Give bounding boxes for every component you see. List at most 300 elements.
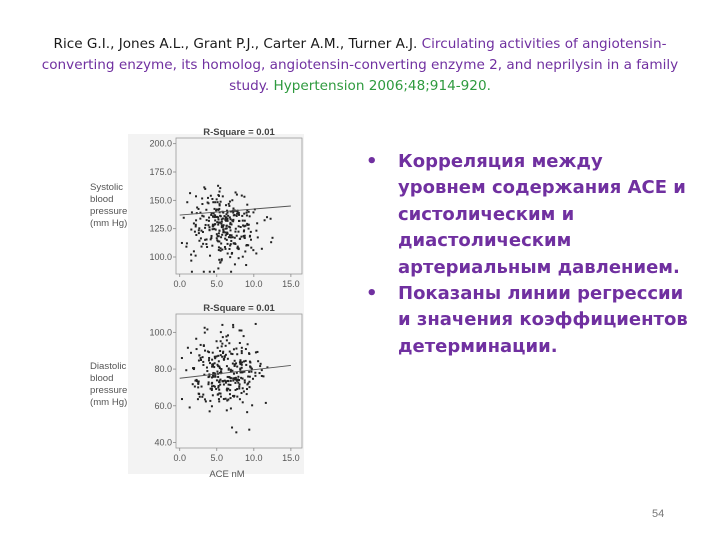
scatter-point: [181, 242, 183, 244]
scatter-point: [248, 429, 250, 431]
scatter-point: [206, 219, 208, 221]
scatter-point: [250, 247, 252, 249]
scatter-point: [233, 348, 235, 350]
scatter-point: [181, 357, 183, 359]
scatter-point: [217, 376, 219, 378]
scatter-point: [236, 396, 238, 398]
scatter-point: [220, 236, 222, 238]
scatter-point: [234, 237, 236, 239]
page-number: 54: [652, 508, 665, 520]
scatter-point: [239, 383, 241, 385]
scatter-point: [243, 225, 245, 227]
scatter-point: [206, 328, 208, 330]
scatter-point: [218, 249, 220, 251]
scatter-point: [217, 185, 219, 187]
rsq-label: R-Square = 0.01: [203, 303, 275, 314]
scatter-point: [197, 398, 199, 400]
scatter-point: [208, 217, 210, 219]
scatter-point: [229, 226, 231, 228]
scatter-point: [265, 402, 267, 404]
scatter-point: [212, 225, 214, 227]
scatter-point: [211, 245, 213, 247]
scatter-point: [243, 196, 245, 198]
scatter-point: [216, 198, 218, 200]
scatter-point: [186, 242, 188, 244]
scatter-point: [238, 220, 240, 222]
scatter-point: [240, 330, 242, 332]
scatter-point: [208, 376, 210, 378]
scatter-point: [206, 370, 208, 372]
scatter-point: [232, 212, 234, 214]
scatter-point: [197, 386, 199, 388]
scatter-point: [236, 366, 238, 368]
scatter-point: [214, 357, 216, 359]
scatter-point: [208, 220, 210, 222]
scatter-point: [241, 392, 243, 394]
scatter-point: [226, 400, 228, 402]
scatter-point: [203, 186, 205, 188]
scatter-point: [224, 355, 226, 357]
scatter-point: [228, 376, 230, 378]
scatter-point: [249, 236, 251, 238]
scatter-point: [249, 215, 251, 217]
scatter-point: [234, 263, 236, 265]
citation-journal: Hypertension 2006;48;914-920.: [273, 78, 491, 94]
scatter-point: [227, 388, 229, 390]
scatter-point: [202, 356, 204, 358]
scatter-point: [191, 271, 193, 273]
scatter-point: [211, 366, 213, 368]
scatter-point: [246, 393, 248, 395]
scatter-point: [232, 363, 234, 365]
scatter-point: [201, 396, 203, 398]
bullet-item: [364, 149, 694, 281]
scatter-point: [250, 231, 252, 233]
scatter-point: [216, 221, 218, 223]
scatter-point: [238, 225, 240, 227]
scatter-point: [228, 236, 230, 238]
scatter-point: [211, 385, 213, 387]
scatter-point: [248, 228, 250, 230]
citation-header: [30, 34, 690, 97]
scatter-point: [230, 271, 232, 273]
scatter-point: [229, 389, 231, 391]
x-tick-label: 10.0: [245, 453, 263, 463]
scatter-point: [202, 364, 204, 366]
scatter-point: [225, 213, 227, 215]
scatter-point: [248, 381, 250, 383]
scatter-point: [200, 359, 202, 361]
scatter-point: [222, 195, 224, 197]
scatter-point: [230, 243, 232, 245]
bullet-text: Показаны линии регрессии и значения коэффициентов детерминации.: [398, 283, 688, 357]
scatter-point: [228, 369, 230, 371]
scatter-point: [232, 380, 234, 382]
scatter-point: [209, 400, 211, 402]
scatter-point: [220, 250, 222, 252]
scatter-point: [242, 256, 244, 258]
scatter-point: [242, 387, 244, 389]
y-tick-label: 100.0: [149, 327, 172, 338]
x-tick-label: 15.0: [282, 453, 300, 463]
scatter-point: [230, 240, 232, 242]
scatter-point: [230, 407, 232, 409]
scatter-point: [239, 329, 241, 331]
scatter-point: [230, 236, 232, 238]
scatter-point: [207, 197, 209, 199]
scatter-point: [203, 345, 205, 347]
scatter-point: [245, 360, 247, 362]
scatter-point: [270, 218, 272, 220]
scatter-point: [227, 220, 229, 222]
scatter-point: [195, 225, 197, 227]
scatter-point: [230, 229, 232, 231]
scatter-point: [232, 377, 234, 379]
scatter-point: [201, 386, 203, 388]
scatter-point: [231, 234, 233, 236]
scatter-point: [271, 237, 273, 239]
scatter-point: [210, 214, 212, 216]
scatter-point: [214, 362, 216, 364]
bullet-item: [364, 281, 694, 360]
scatter-point: [227, 243, 229, 245]
scatter-point: [224, 246, 226, 248]
scatter-point: [228, 203, 230, 205]
scatter-point: [257, 236, 259, 238]
scatter-point: [235, 191, 237, 193]
scatter-point: [239, 342, 241, 344]
scatter-point: [222, 228, 224, 230]
scatter-point: [257, 360, 259, 362]
scatter-point: [228, 248, 230, 250]
bullet-list: [364, 149, 694, 360]
scatter-point: [232, 326, 234, 328]
y-tick-label: 40.0: [154, 437, 172, 448]
scatter-point: [197, 383, 199, 385]
scatter-point: [232, 324, 234, 326]
scatter-point: [232, 208, 234, 210]
scatter-point: [217, 224, 219, 226]
scatter-point: [219, 191, 221, 193]
scatter-point: [242, 378, 244, 380]
scatter-point: [237, 231, 239, 233]
scatter-point: [220, 340, 222, 342]
scatter-point: [210, 195, 212, 197]
scatter-point: [264, 219, 266, 221]
scatter-point: [237, 376, 239, 378]
scatter-point: [221, 249, 223, 251]
scatter-point: [227, 252, 229, 254]
scatter-point: [250, 371, 252, 373]
scatter-point: [185, 369, 187, 371]
scatter-point: [205, 224, 207, 226]
scatter-point: [238, 257, 240, 259]
scatter-point: [209, 410, 211, 412]
scatter-point: [198, 227, 200, 229]
scatter-point: [221, 324, 223, 326]
scatter-point: [214, 376, 216, 378]
scatter-point: [218, 240, 220, 242]
scatter-point: [195, 195, 197, 197]
scatter-point: [202, 231, 204, 233]
scatter-point: [221, 234, 223, 236]
scatter-point: [256, 222, 258, 224]
scatter-point: [243, 213, 245, 215]
scatter-point: [203, 215, 205, 217]
scatter-point: [222, 336, 224, 338]
scatter-point: [233, 373, 235, 375]
y-tick-label: 175.0: [149, 167, 172, 177]
scatter-point: [220, 223, 222, 225]
scatter-point: [210, 237, 212, 239]
scatter-point: [199, 218, 201, 220]
scatter-point: [210, 388, 212, 390]
scatter-point: [229, 222, 231, 224]
scatter-point: [213, 366, 215, 368]
scatter-point: [190, 254, 192, 256]
scatter-point: [240, 236, 242, 238]
scatter-point: [249, 361, 251, 363]
scatter-point: [225, 345, 227, 347]
scatter-point: [229, 201, 231, 203]
scatter-point: [194, 231, 196, 233]
scatter-point: [220, 396, 222, 398]
scatter-point: [238, 388, 240, 390]
scatter-point: [211, 359, 213, 361]
scatter-point: [217, 347, 219, 349]
scatter-point: [214, 216, 216, 218]
scatter-point: [199, 396, 201, 398]
scatter-point: [266, 216, 268, 218]
scatter-point: [236, 379, 238, 381]
scatter-point: [230, 369, 232, 371]
scatter-point: [229, 256, 231, 258]
scatter-point: [205, 400, 207, 402]
scatter-point: [234, 365, 236, 367]
scatter-point: [216, 340, 218, 342]
scatter-point: [216, 364, 218, 366]
scatter-point: [223, 224, 225, 226]
x-tick-label: 0.0: [173, 453, 186, 463]
scatter-point: [240, 226, 242, 228]
scatter-point: [190, 229, 192, 231]
scatter-point: [220, 261, 222, 263]
scatter-point: [198, 393, 200, 395]
scatter-figure: [72, 124, 322, 482]
scatter-point: [214, 208, 216, 210]
scatter-point: [232, 236, 234, 238]
scatter-point: [212, 352, 214, 354]
scatter-point: [207, 383, 209, 385]
scatter-point: [204, 239, 206, 241]
scatter-point: [223, 215, 225, 217]
scatter-point: [247, 343, 249, 345]
scatter-point: [261, 375, 263, 377]
scatter-point: [219, 187, 221, 189]
x-tick-label: 5.0: [210, 279, 224, 289]
scatter-point: [230, 218, 232, 220]
scatter-point: [229, 393, 231, 395]
scatter-point: [219, 381, 221, 383]
scatter-point: [211, 382, 213, 384]
scatter-point: [236, 194, 238, 196]
scatter-point: [226, 365, 228, 367]
scatter-point: [195, 234, 197, 236]
scatter-point: [205, 243, 207, 245]
scatter-point: [216, 379, 218, 381]
scatter-point: [225, 216, 227, 218]
bullet-dot-icon: •: [366, 151, 378, 172]
scatter-point: [259, 365, 261, 367]
scatter-point: [248, 371, 250, 373]
scatter-point: [204, 398, 206, 400]
scatter-point: [259, 372, 261, 374]
scatter-point: [229, 384, 231, 386]
scatter-point: [225, 335, 227, 337]
scatter-point: [228, 342, 230, 344]
citation-authors: Rice G.I., Jones A.L., Grant P.J., Carter A.M., Turner A.J.: [53, 36, 418, 52]
scatter-point: [226, 212, 228, 214]
scatter-point: [244, 220, 246, 222]
scatter-point: [216, 233, 218, 235]
scatter-point: [249, 386, 251, 388]
scatter-point: [223, 359, 225, 361]
scatter-point: [205, 209, 207, 211]
scatter-point: [194, 380, 196, 382]
scatter-point: [181, 398, 183, 400]
scatter-point: [249, 376, 251, 378]
scatter-point: [239, 238, 241, 240]
scatter-point: [234, 382, 236, 384]
scatter-point: [220, 369, 222, 371]
scatter-point: [204, 350, 206, 352]
scatter-point: [239, 398, 241, 400]
scatter-point: [220, 201, 222, 203]
scatter-point: [244, 381, 246, 383]
x-tick-label: 15.0: [282, 279, 300, 289]
scatter-point: [218, 398, 220, 400]
scatter-point: [245, 364, 247, 366]
scatter-point: [216, 237, 218, 239]
scatter-point: [221, 343, 223, 345]
scatter-point: [189, 406, 191, 408]
scatter-point: [198, 229, 200, 231]
scatter-point: [226, 239, 228, 241]
scatter-point: [217, 194, 219, 196]
scatter-point: [208, 229, 210, 231]
scatter-point: [195, 219, 197, 221]
scatter-point: [247, 376, 249, 378]
scatter-point: [223, 398, 225, 400]
scatter-point: [245, 264, 247, 266]
scatter-point: [207, 224, 209, 226]
scatter-point: [204, 227, 206, 229]
scatter-point: [246, 204, 248, 206]
scatter-point: [200, 357, 202, 359]
scatter-point: [216, 208, 218, 210]
scatter-point: [208, 357, 210, 359]
scatter-point: [213, 213, 215, 215]
scatter-point: [195, 255, 197, 257]
scatter-point: [236, 215, 238, 217]
scatter-point: [241, 215, 243, 217]
y-tick-label: 60.0: [154, 400, 172, 411]
scatter-point: [207, 350, 209, 352]
scatter-point: [193, 222, 195, 224]
y-tick-label: 200.0: [149, 138, 172, 149]
scatter-point: [218, 230, 220, 232]
scatter-point: [208, 226, 210, 228]
scatter-point: [243, 335, 245, 337]
scatter-point: [250, 239, 252, 241]
scatter-point: [190, 260, 192, 262]
scatter-point: [198, 360, 200, 362]
scatter-point: [229, 351, 231, 353]
scatter-point: [218, 400, 220, 402]
scatter-point: [241, 347, 243, 349]
scatter-point: [218, 232, 220, 234]
scatter-point: [229, 216, 231, 218]
y-tick-label: 125.0: [149, 223, 172, 234]
scatter-point: [219, 350, 221, 352]
scatter-point: [241, 195, 243, 197]
plot-frame: [176, 138, 302, 274]
scatter-point: [231, 253, 233, 255]
scatter-point: [248, 353, 250, 355]
scatter-point: [198, 240, 200, 242]
regression-line: [180, 365, 291, 378]
scatter-point: [217, 235, 219, 237]
scatter-point: [224, 248, 226, 250]
scatter-point: [201, 197, 203, 199]
scatter-point: [206, 246, 208, 248]
x-axis-label: ACE nM: [209, 469, 245, 480]
x-tick-label: 5.0: [210, 453, 224, 463]
scatter-point: [234, 231, 236, 233]
scatter-point: [211, 364, 213, 366]
scatter-point: [212, 228, 214, 230]
scatter-point: [222, 380, 224, 382]
diastolic-ylabel: Diastolic blood pressure (mm Hg): [90, 361, 128, 408]
scatter-point: [223, 384, 225, 386]
scatter-point: [226, 232, 228, 234]
scatter-point: [215, 388, 217, 390]
scatter-point: [212, 201, 214, 203]
scatter-point: [217, 218, 219, 220]
scatter-point: [241, 350, 243, 352]
scatter-point: [243, 390, 245, 392]
y-tick-label: 80.0: [154, 364, 172, 375]
scatter-point: [236, 353, 238, 355]
scatter-point: [235, 431, 237, 433]
scatter-point: [227, 358, 229, 360]
scatter-point: [226, 409, 228, 411]
scatter-point: [245, 348, 247, 350]
scatter-point: [234, 363, 236, 365]
scatter-point: [222, 218, 224, 220]
scatter-point: [235, 348, 237, 350]
scatter-point: [216, 371, 218, 373]
scatter-point: [204, 332, 206, 334]
scatter-point: [200, 237, 202, 239]
scatter-point: [220, 331, 222, 333]
scatter-point: [236, 213, 238, 215]
scatter-point: [231, 199, 233, 201]
scatter-point: [246, 212, 248, 214]
x-tick-label: 0.0: [173, 279, 186, 289]
scatter-plots-svg: [72, 124, 322, 482]
scatter-point: [217, 201, 219, 203]
